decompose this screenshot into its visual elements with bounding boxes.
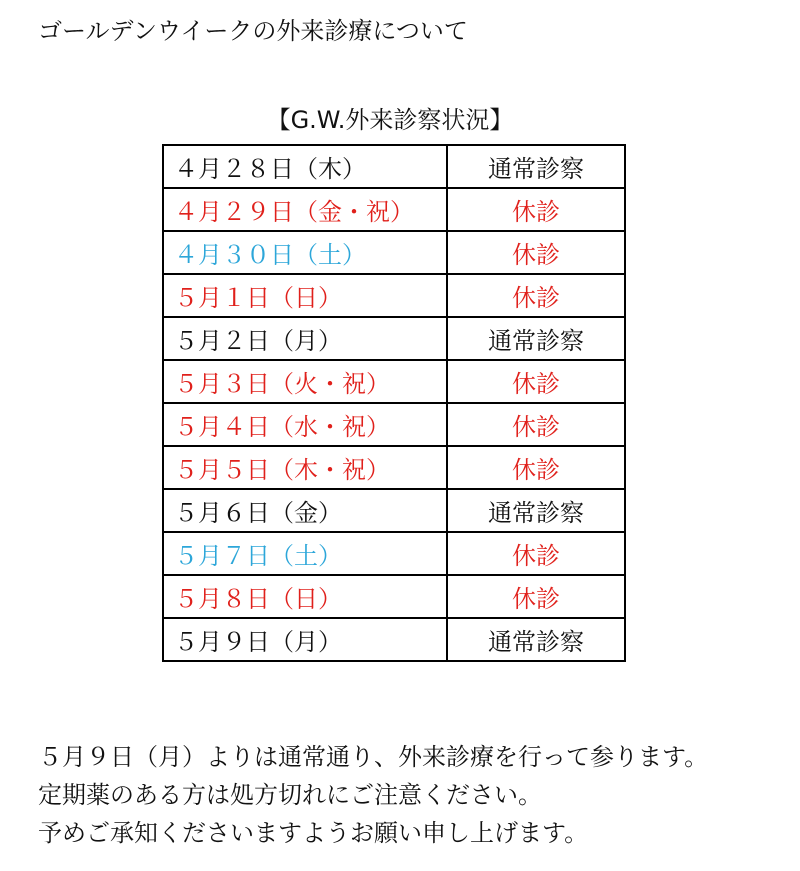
date-cell: ５月９日（月）	[163, 618, 447, 661]
date-cell: ５月３日（火・祝）	[163, 360, 447, 403]
table-row	[163, 231, 625, 274]
table-row	[163, 360, 625, 403]
table-row	[163, 532, 625, 575]
table-row	[163, 188, 625, 231]
status-cell: 休診	[447, 274, 625, 317]
status-cell: 休診	[447, 532, 625, 575]
table-row	[163, 618, 625, 661]
schedule-table-body	[163, 145, 625, 661]
table-row	[163, 403, 625, 446]
date-cell: ５月２日（月）	[163, 317, 447, 360]
table-heading: 【G.W.外来診察状況】	[266, 106, 514, 134]
note-line: 定期薬のある方は処方切れにご注意ください。	[38, 781, 542, 809]
status-cell: 休診	[447, 188, 625, 231]
status-cell: 休診	[447, 360, 625, 403]
date-cell: ５月６日（金）	[163, 489, 447, 532]
date-cell: ４月２８日（木）	[163, 145, 447, 188]
page-title: ゴールデンウイークの外来診療について	[38, 17, 468, 45]
date-cell: ５月８日（日）	[163, 575, 447, 618]
note-line: ５月９日（月）よりは通常通り、外来診療を行って参ります。	[38, 743, 709, 771]
status-cell: 通常診察	[447, 489, 625, 532]
date-cell: ５月７日（土）	[163, 532, 447, 575]
status-cell: 休診	[447, 446, 625, 489]
status-cell: 休診	[447, 575, 625, 618]
notes	[38, 738, 708, 852]
status-cell: 通常診察	[447, 618, 625, 661]
date-cell: ５月１日（日）	[163, 274, 447, 317]
status-cell: 通常診察	[447, 317, 625, 360]
status-cell: 通常診察	[447, 145, 625, 188]
table-row	[163, 274, 625, 317]
table-row	[163, 489, 625, 532]
schedule-table	[162, 144, 626, 662]
table-row	[163, 317, 625, 360]
table-row	[163, 446, 625, 489]
table-row	[163, 145, 625, 188]
date-cell: ５月４日（水・祝）	[163, 403, 447, 446]
status-cell: 休診	[447, 403, 625, 446]
date-cell: ４月３０日（土）	[163, 231, 447, 274]
date-cell: ５月５日（木・祝）	[163, 446, 447, 489]
table-row	[163, 575, 625, 618]
note-line: 予めご承知くださいますようお願い申し上げます。	[38, 819, 589, 847]
status-cell: 休診	[447, 231, 625, 274]
date-cell: ４月２９日（金・祝）	[163, 188, 447, 231]
